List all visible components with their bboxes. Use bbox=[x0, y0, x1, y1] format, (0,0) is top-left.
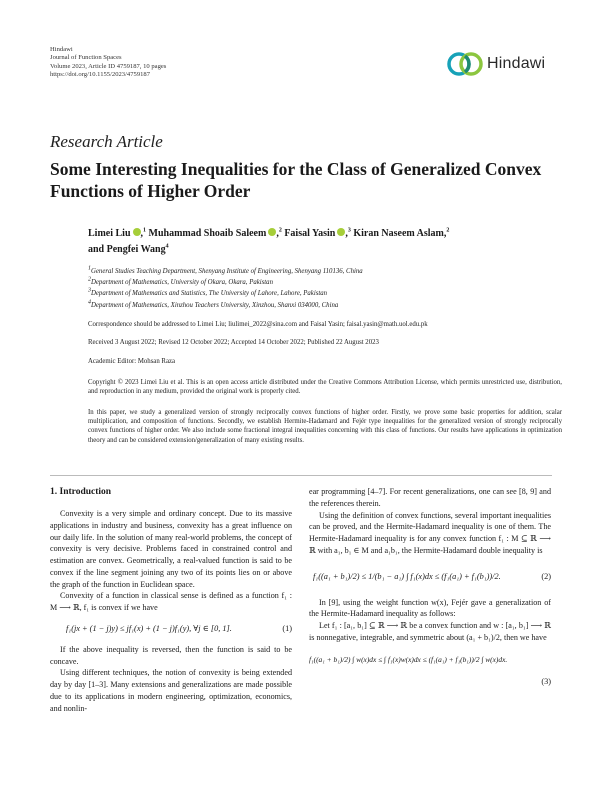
left-column bbox=[50, 508, 292, 714]
copyright-notice: Copyright © 2023 Limei Liu et al. This is an open access article distributed under the Creative Commons Attribution License, which permits unrestricted use, distribution, and reproduction in any medium, provided the original work is properly cited. bbox=[88, 379, 562, 396]
affiliation-item: $^4$Department of Mathematics, Xinzhou Teachers University, Xinzhou, Shanxi 034000, China bbox=[88, 299, 339, 309]
equation-number: (3) bbox=[541, 676, 551, 686]
equation-2 bbox=[309, 557, 551, 597]
affiliation-item: $^2$Department of Mathematics, University of Okara, Okara, Pakistan bbox=[88, 276, 273, 287]
publisher-name: Hindawi bbox=[50, 46, 73, 53]
section-divider bbox=[50, 475, 552, 476]
equation-left: f₁((a₁ + b₁)/2) ≤ bbox=[313, 571, 367, 581]
author-5[interactable]: and Pengfei Wang$^4$ bbox=[88, 243, 169, 255]
paragraph: In [9], using the weight function w(x), Fejér gave a generalization of the Hermite-Hadamard inequality as follows: bbox=[309, 597, 551, 619]
paragraph: Convexity of a function in classical sense is defined as a function f₁ : M ⟶ ℝ, f₁ is convex if we have bbox=[50, 591, 292, 612]
hindawi-logo[interactable] bbox=[446, 46, 556, 82]
abstract: In this paper, we study a generalized version of strongly reciprocally convex functions of higher order. Firstly, we prove some basic properties for addition, scalar multiplication, and composition of functions. Secondly, we establish Hermite-Hadamard and Fejér type inequalities for the generalized version of strongly reciprocally convex functions of higher order. We also include some fractional integral inequalities concerning with this class of functions. Our results have applications in optimization theory and can be considered extension/generalization of many existing results. bbox=[88, 409, 562, 444]
affiliations bbox=[88, 266, 558, 311]
journal-name: Journal of Function Spaces bbox=[50, 54, 122, 62]
paragraph: ear programming [4–7]. For recent generalizations, one can see [8, 9] and the references therein. bbox=[309, 487, 551, 508]
article-type: Research Article bbox=[50, 132, 163, 151]
article-title: Some Interesting Inequalities for the Class of Generalized Convex Functions of Higher Order bbox=[50, 159, 542, 201]
doi-link[interactable]: https://doi.org/10.1155/2023/4759187 bbox=[50, 70, 151, 78]
logo-text: Hindawi bbox=[487, 55, 546, 72]
academic-editor: Academic Editor: Mohsan Raza bbox=[88, 358, 176, 365]
orcid-icon[interactable] bbox=[337, 228, 345, 236]
equation-number: (1) bbox=[282, 623, 292, 633]
equation-right: (f₁(a₁) + f₁(b₁))/2. bbox=[441, 571, 501, 581]
author-list bbox=[88, 226, 558, 258]
paragraph: Using different techniques, the notion of convexity is being extended day by day [1–3]. Many extensions and generalizations are made possible due to its applications in modern engineering, optimization, economics, and nonlin- bbox=[50, 668, 292, 713]
paragraph: Let f₁ : [a₁, b₁] ⊆ ℝ ⟶ ℝ be a convex function and w : [a₁, b₁] ⟶ ℝ is nonnegative, integrable, and symmetric about (a₁ + b₁)/2, then we have bbox=[309, 621, 551, 642]
equation-3 bbox=[309, 644, 551, 690]
affiliation-item: $^3$Department of Mathematics and Statistics, The University of Lahore, Lahore, Pakistan bbox=[88, 288, 328, 298]
equation-expression: f₁((a₁ + b₁)/2) ∫ w(x)dx ≤ ∫ f₁(x)w(x)dx ≤ (f₁(a₁) + f₁(b₁))/2 ∫ w(x)dx. bbox=[309, 654, 508, 664]
equation-1 bbox=[50, 614, 292, 644]
author-3[interactable]: Faisal Yasin ,$^3$ bbox=[284, 227, 351, 239]
right-column bbox=[309, 486, 551, 690]
paragraph: Using the definition of convex functions, several important inequalities can be proved, and the Hermite-Hadamard inequality is one of them. The Hermite-Hadamard inequality is for any convex function f₁ : M ⊆ ℝ ⟶ ℝ with a₁, b₁ ∈ M and a₁b₁, the Hermite-Hadamard double inequality is bbox=[309, 510, 551, 555]
author-2[interactable]: Muhammad Shoaib Saleem ,$^2$ bbox=[148, 227, 282, 239]
affiliation-item: $^1$General Studies Teaching Department, Shenyang Institute of Engineering, Shenyang 110136, China bbox=[88, 265, 363, 275]
orcid-icon[interactable] bbox=[133, 228, 141, 236]
orcid-icon[interactable] bbox=[268, 228, 276, 236]
volume-line: Volume 2023, Article ID 4759187, 10 pages bbox=[50, 62, 167, 70]
equation-middle: 1/(b₁ − a₁) ∫ f₁(x)dx ≤ bbox=[368, 571, 440, 581]
correspondence: Correspondence should be addressed to Limei Liu; liulimei_2022@sina.com and Faisal Yasin; faisal.yasin@math.uol.edu.pk bbox=[88, 321, 428, 328]
paragraph: If the above inequality is reversed, then the function is said to be concave. bbox=[50, 644, 292, 666]
article-dates: Received 3 August 2022; Revised 12 October 2022; Accepted 14 October 2022; Published 22 August 2023 bbox=[88, 339, 379, 346]
equation-expression: f₁(jx + (1 − j)y) ≤ jf₁(x) + (1 − j)f₁(y), ∀j ∈ [0, 1]. bbox=[66, 623, 232, 633]
author-1[interactable]: Limei Liu ,$^1$ bbox=[88, 227, 147, 239]
paragraph: Convexity is a very simple and ordinary concept. Due to its massive applications in industry and business, convexity has a great influence on our daily life. In the solution of many real-world problems, the concept of convexity is very decisive. Problems faced in constrained control and estimation are convex. Geometrically, a real-valued function is said to be convex if the line segment joining any two of its points lies on or above the graph of the function in Euclidean space. bbox=[50, 509, 292, 589]
section-heading: 1. Introduction bbox=[50, 487, 112, 497]
hindawi-logo-icon bbox=[446, 46, 486, 82]
author-4[interactable]: Kiran Naseem Aslam,$^2$ bbox=[353, 227, 450, 239]
journal-meta bbox=[50, 46, 166, 79]
equation-number: (2) bbox=[541, 571, 551, 581]
